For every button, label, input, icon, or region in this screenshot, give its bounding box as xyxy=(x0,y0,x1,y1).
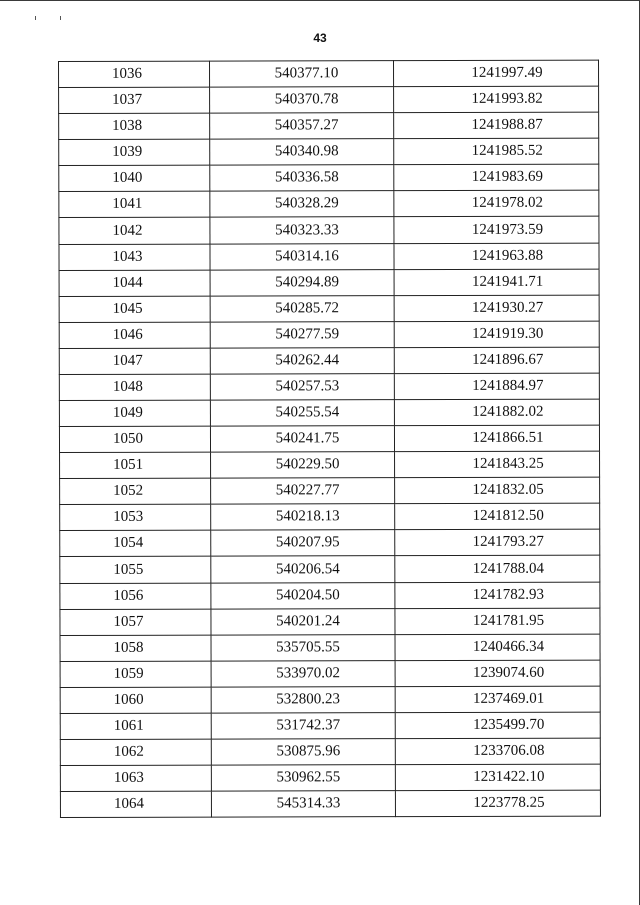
northing-cell: 1241963.88 xyxy=(394,243,599,270)
point-id-cell: 1037 xyxy=(59,87,210,113)
northing-cell: 1241788.04 xyxy=(395,556,600,583)
northing-cell: 1241812.50 xyxy=(395,503,600,530)
coordinates-table-container xyxy=(58,60,600,818)
point-id-cell: 1056 xyxy=(60,583,211,609)
easting-cell: 532800.23 xyxy=(211,686,395,713)
point-id-cell: 1058 xyxy=(60,635,211,661)
table-row xyxy=(60,660,600,687)
point-id-cell: 1055 xyxy=(60,557,211,583)
point-id-cell: 1040 xyxy=(59,165,210,191)
easting-cell: 540262.44 xyxy=(210,347,394,374)
easting-cell: 540227.77 xyxy=(211,478,395,505)
table-row xyxy=(60,712,600,739)
easting-cell: 540377.10 xyxy=(210,61,394,88)
northing-cell: 1241896.67 xyxy=(394,347,599,374)
easting-cell: 533970.02 xyxy=(211,660,395,687)
table-row xyxy=(59,164,599,191)
table-row xyxy=(60,764,600,791)
point-id-cell: 1063 xyxy=(60,765,211,791)
easting-cell: 540257.53 xyxy=(210,374,394,401)
northing-cell: 1241973.59 xyxy=(394,217,599,244)
easting-cell: 540229.50 xyxy=(211,452,395,479)
table-row xyxy=(59,112,599,139)
easting-cell: 540314.16 xyxy=(210,243,394,270)
northing-cell: 1241978.02 xyxy=(394,190,599,217)
northing-cell: 1237469.01 xyxy=(395,686,600,713)
northing-cell: 1239074.60 xyxy=(395,660,600,687)
northing-cell: 1241988.87 xyxy=(394,112,599,139)
table-row xyxy=(59,373,599,400)
northing-cell: 1231422.10 xyxy=(395,764,600,791)
table-row xyxy=(60,790,600,817)
easting-cell: 540323.33 xyxy=(210,217,394,244)
table-row xyxy=(60,503,600,530)
northing-cell: 1241793.27 xyxy=(395,529,600,556)
northing-cell: 1235499.70 xyxy=(395,712,600,739)
coordinates-table xyxy=(58,60,601,819)
point-id-cell: 1038 xyxy=(59,113,210,139)
point-id-cell: 1053 xyxy=(60,504,211,530)
easting-cell: 540255.54 xyxy=(210,400,394,427)
table-row xyxy=(59,425,599,452)
easting-cell: 540370.78 xyxy=(210,87,394,114)
table-row xyxy=(60,556,600,583)
point-id-cell: 1044 xyxy=(59,270,210,296)
table-row xyxy=(59,399,599,426)
northing-cell: 1241782.93 xyxy=(395,582,600,609)
easting-cell: 540277.59 xyxy=(210,321,394,348)
easting-cell: 535705.55 xyxy=(211,634,395,661)
point-id-cell: 1057 xyxy=(60,609,211,635)
easting-cell: 540336.58 xyxy=(210,165,394,192)
easting-cell: 540241.75 xyxy=(210,426,394,453)
easting-cell: 545314.33 xyxy=(211,791,395,818)
northing-cell: 1241884.97 xyxy=(394,373,599,400)
point-id-cell: 1061 xyxy=(60,713,211,739)
easting-cell: 540218.13 xyxy=(211,504,395,531)
table-row xyxy=(59,190,599,217)
northing-cell: 1241985.52 xyxy=(394,138,599,165)
point-id-cell: 1048 xyxy=(59,374,210,400)
table-row xyxy=(59,86,599,113)
point-id-cell: 1043 xyxy=(59,244,210,270)
point-id-cell: 1036 xyxy=(59,61,210,87)
easting-cell: 530875.96 xyxy=(211,739,395,766)
table-body xyxy=(59,60,601,818)
easting-cell: 540201.24 xyxy=(211,608,395,635)
northing-cell: 1241993.82 xyxy=(394,86,599,113)
northing-cell: 1241919.30 xyxy=(394,321,599,348)
point-id-cell: 1064 xyxy=(60,791,211,817)
northing-cell: 1241983.69 xyxy=(394,164,599,191)
point-id-cell: 1051 xyxy=(60,452,211,478)
easting-cell: 540294.89 xyxy=(210,269,394,296)
northing-cell: 1241832.05 xyxy=(395,477,600,504)
northing-cell: 1240466.34 xyxy=(395,634,600,661)
point-id-cell: 1050 xyxy=(59,426,210,452)
table-row xyxy=(59,60,599,87)
northing-cell: 1241866.51 xyxy=(394,425,599,452)
easting-cell: 540340.98 xyxy=(210,139,394,166)
easting-cell: 540206.54 xyxy=(211,556,395,583)
point-id-cell: 1045 xyxy=(59,296,210,322)
easting-cell: 540357.27 xyxy=(210,113,394,140)
easting-cell: 530962.55 xyxy=(211,765,395,792)
point-id-cell: 1049 xyxy=(59,400,210,426)
scan-edge-top xyxy=(0,0,640,1)
point-id-cell: 1041 xyxy=(59,191,210,217)
point-id-cell: 1046 xyxy=(59,322,210,348)
northing-cell: 1241781.95 xyxy=(395,608,600,635)
northing-cell: 1241930.27 xyxy=(394,295,599,322)
table-row xyxy=(59,243,599,270)
point-id-cell: 1047 xyxy=(59,348,210,374)
northing-cell: 1241997.49 xyxy=(394,60,599,87)
easting-cell: 540207.95 xyxy=(211,530,395,557)
point-id-cell: 1062 xyxy=(60,739,211,765)
table-row xyxy=(59,138,599,165)
point-id-cell: 1060 xyxy=(60,687,211,713)
table-row xyxy=(60,634,600,661)
easting-cell: 540285.72 xyxy=(210,295,394,322)
table-row xyxy=(59,321,599,348)
point-id-cell: 1042 xyxy=(59,218,210,244)
table-row xyxy=(59,217,599,244)
point-id-cell: 1052 xyxy=(60,478,211,504)
table-row xyxy=(60,529,600,556)
table-row xyxy=(59,347,599,374)
scan-mark xyxy=(35,16,36,20)
scan-mark xyxy=(60,16,61,20)
table-row xyxy=(60,686,600,713)
northing-cell: 1223778.25 xyxy=(395,790,600,817)
point-id-cell: 1059 xyxy=(60,661,211,687)
northing-cell: 1233706.08 xyxy=(395,738,600,765)
page-number: 43 xyxy=(313,31,327,45)
easting-cell: 531742.37 xyxy=(211,713,395,740)
point-id-cell: 1054 xyxy=(60,531,211,557)
northing-cell: 1241941.71 xyxy=(394,269,599,296)
northing-cell: 1241882.02 xyxy=(394,399,599,426)
table-row xyxy=(60,608,600,635)
table-row xyxy=(60,451,600,478)
table-row xyxy=(60,738,600,765)
table-row xyxy=(59,295,599,322)
table-row xyxy=(60,582,600,609)
table-row xyxy=(59,269,599,296)
table-row xyxy=(60,477,600,504)
easting-cell: 540328.29 xyxy=(210,191,394,218)
easting-cell: 540204.50 xyxy=(211,582,395,609)
point-id-cell: 1039 xyxy=(59,139,210,165)
northing-cell: 1241843.25 xyxy=(395,451,600,478)
